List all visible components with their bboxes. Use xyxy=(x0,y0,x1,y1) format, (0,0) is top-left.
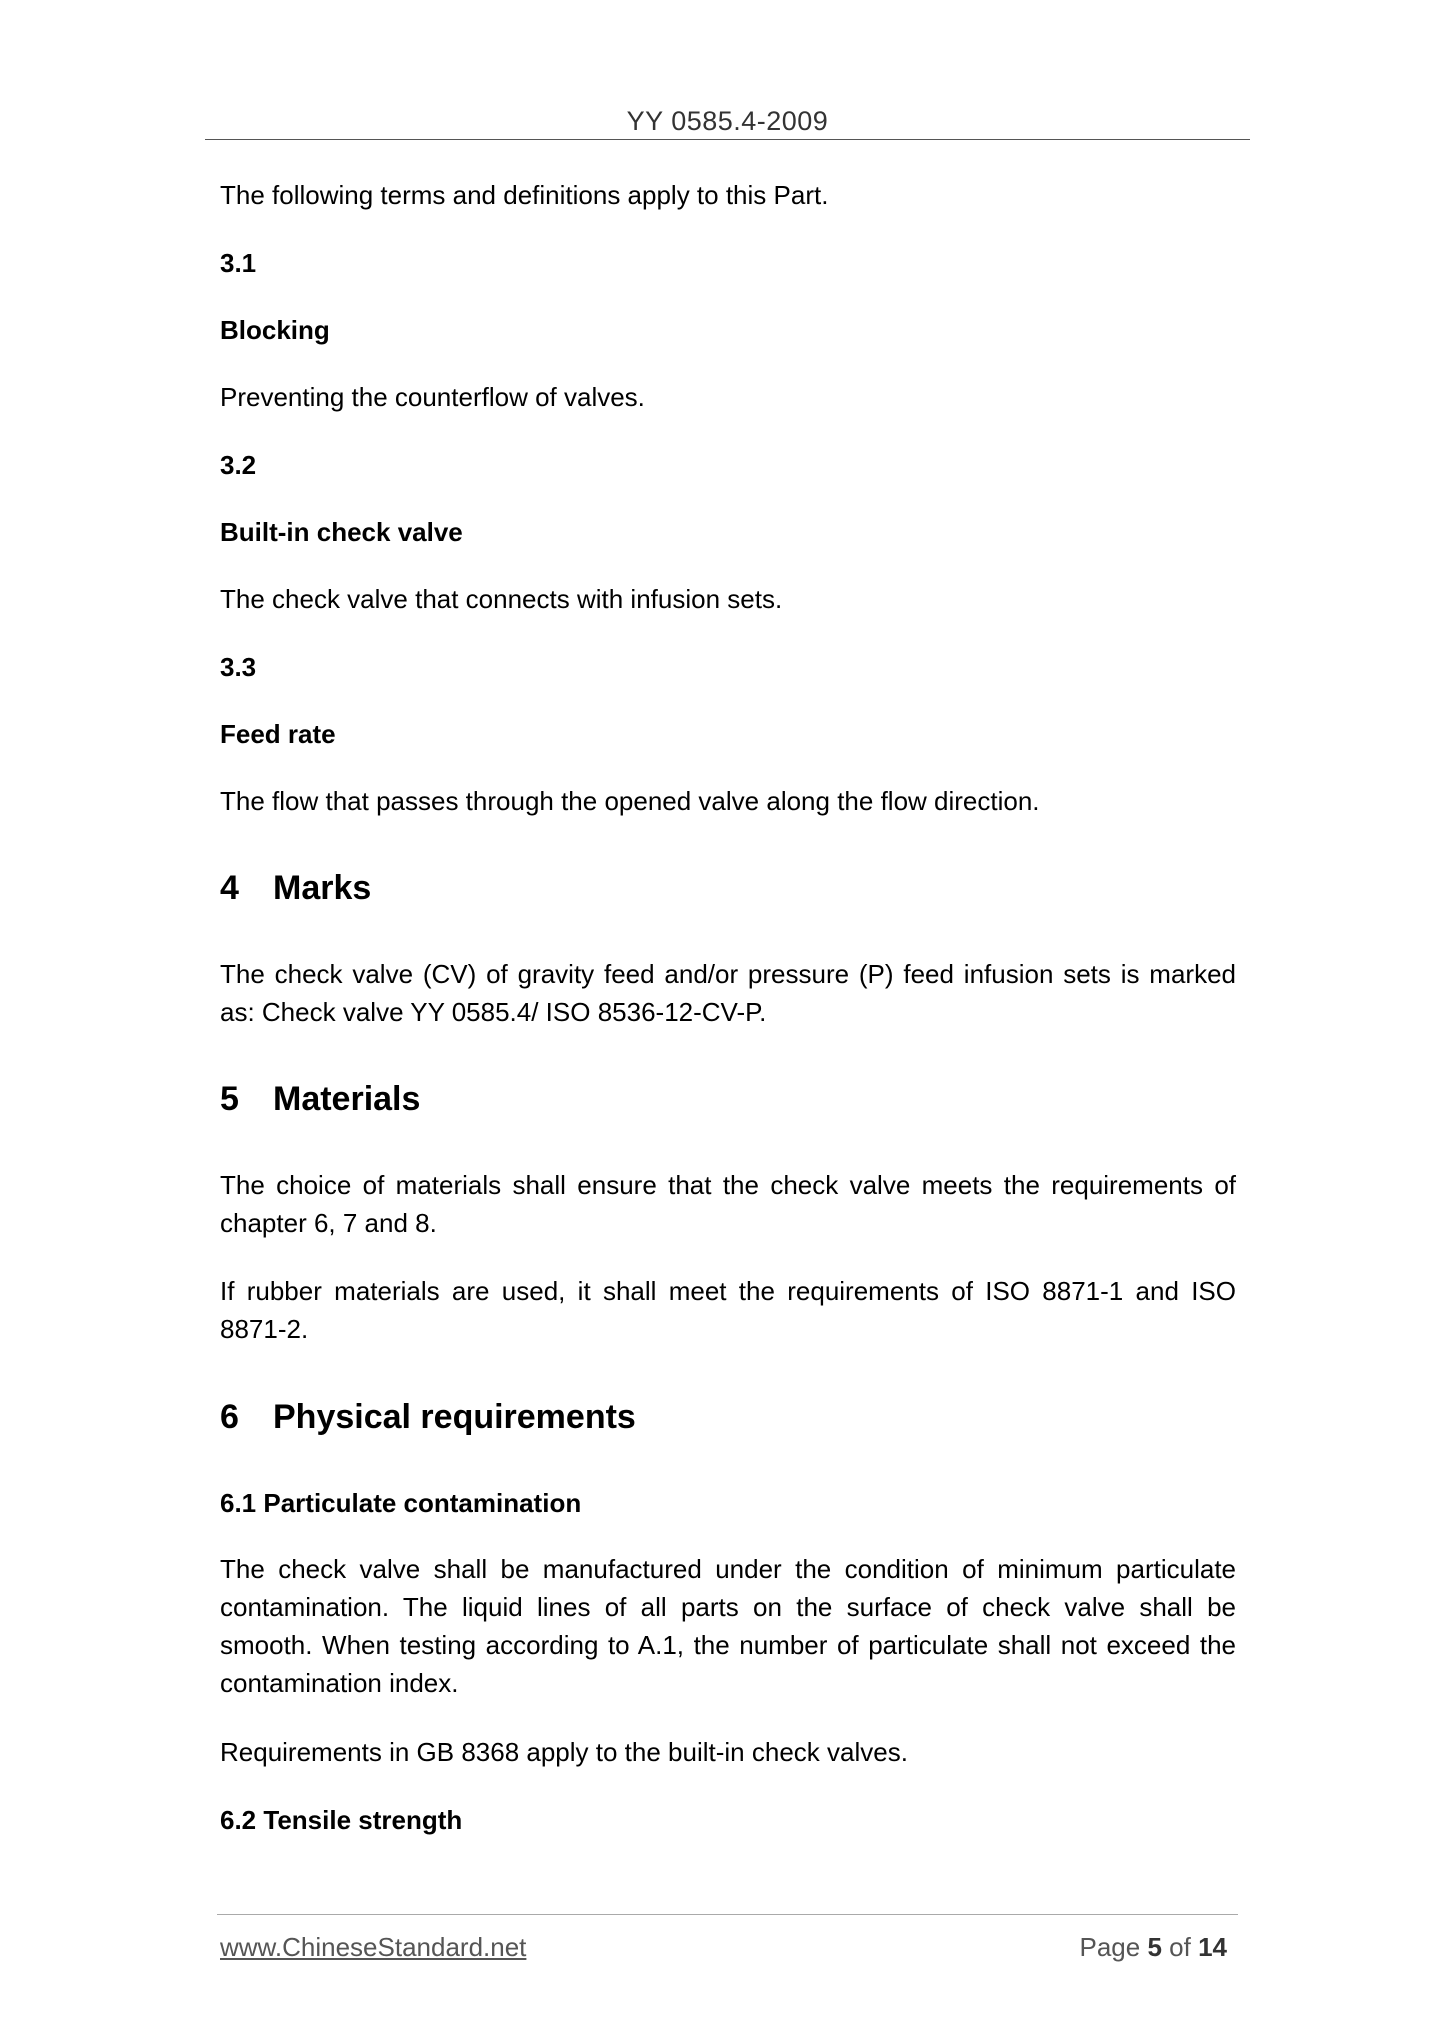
section-number: 5 xyxy=(220,1080,239,1118)
section-number: 4 xyxy=(220,869,239,907)
subsection-heading-particulate: 6.1 Particulate contamination xyxy=(220,1488,582,1518)
section-heading-materials xyxy=(220,1079,420,1119)
term-definition: The flow that passes through the opened valve along the flow direction. xyxy=(220,786,1040,816)
materials-paragraph-1: The choice of materials shall ensure that the check valve meets the requirements of chapter 6, 7 and 8. xyxy=(220,1170,1236,1238)
document-code-header: YY 0585.4-2009 xyxy=(626,106,829,136)
section-title: Marks xyxy=(273,869,372,907)
section-title: Materials xyxy=(273,1080,421,1118)
materials-paragraph-2: If rubber materials are used, it shall meet the requirements of ISO 8871-1 and ISO 8871-2. xyxy=(220,1276,1236,1344)
particulate-paragraph-1: The check valve shall be manufactured under the condition of minimum particulate contamination. The liquid lines of all parts on the surface of check valve shall be smooth. When testing according to A.1, the number of particulate shall not exceed the contamination index. xyxy=(220,1554,1236,1698)
term-definition: Preventing the counterflow of valves. xyxy=(220,382,645,412)
total-pages: 14 xyxy=(1198,1932,1227,1962)
header-divider xyxy=(205,139,1250,140)
section-title: Physical requirements xyxy=(273,1398,636,1436)
section-heading-physical xyxy=(220,1397,636,1437)
term-title: Feed rate xyxy=(220,719,336,749)
current-page: 5 xyxy=(1147,1932,1162,1962)
particulate-paragraph-2: Requirements in GB 8368 apply to the built-in check valves. xyxy=(220,1737,908,1767)
term-number: 3.1 xyxy=(220,248,257,278)
term-title: Built-in check valve xyxy=(220,517,463,547)
subsection-heading-tensile: 6.2 Tensile strength xyxy=(220,1805,463,1835)
term-number: 3.2 xyxy=(220,450,257,480)
term-definition: The check valve that connects with infusion sets. xyxy=(220,584,783,614)
term-title: Blocking xyxy=(220,315,330,345)
marks-text: The check valve (CV) of gravity feed and/or pressure (P) feed infusion sets is marked as: Check valve YY 0585.4/ ISO 8536-12-CV-P. xyxy=(220,959,1236,1027)
section-number: 6 xyxy=(220,1398,239,1436)
footer-divider xyxy=(217,1914,1238,1915)
section-heading-marks xyxy=(220,868,371,908)
footer-website-link[interactable]: www.ChineseStandard.net xyxy=(220,1932,527,1962)
footer-page-number xyxy=(1079,1932,1227,1963)
page-of-label: of xyxy=(1169,1932,1191,1962)
intro-text: The following terms and definitions apply to this Part. xyxy=(220,180,829,210)
page-label: Page xyxy=(1079,1932,1141,1962)
term-number: 3.3 xyxy=(220,652,257,682)
